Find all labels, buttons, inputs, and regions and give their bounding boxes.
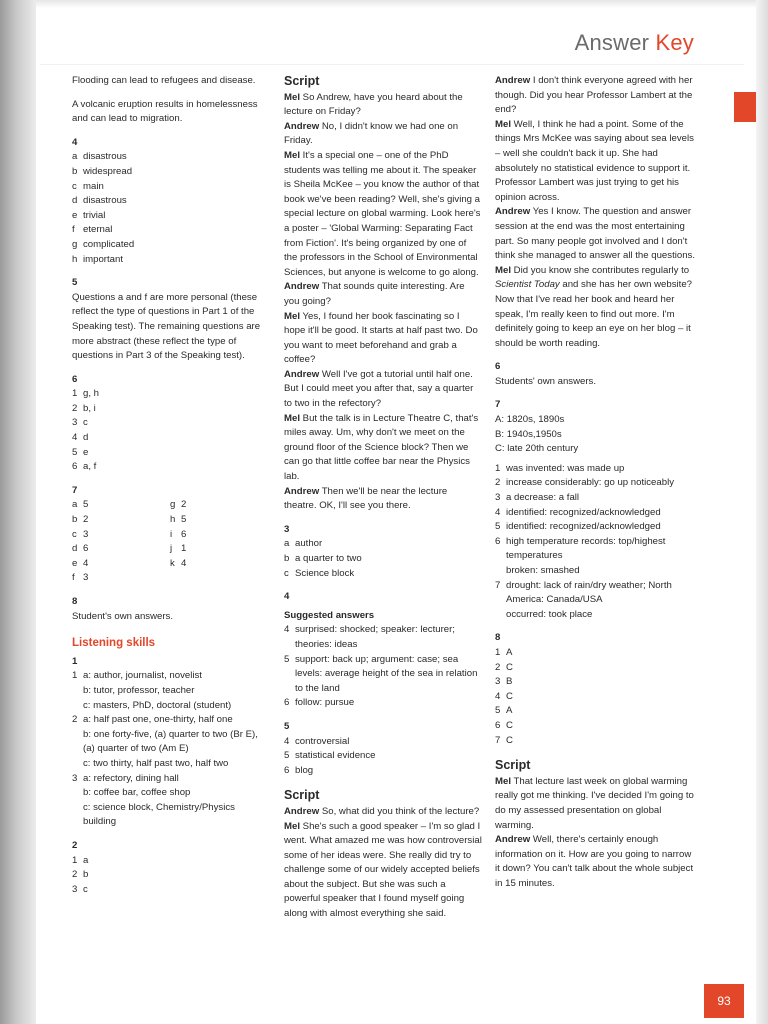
script-line: Mel Did you know she contributes regularly to Scientist Today and she has her own website? Now that I've read her book and heard her speak, I'm really keen to find out more. I'm definitely going to keep an eye on her blog – it should be worth reading.	[495, 264, 692, 349]
list-item: b a quarter to two	[284, 553, 362, 564]
list-item: 7 drought: lack of rain/dry weather; North America: Canada/USA	[495, 579, 672, 606]
scan-shadow-left	[0, 0, 36, 1024]
list-item: 5 e	[72, 446, 89, 458]
header-rule	[40, 64, 744, 65]
list-item: c main	[72, 180, 104, 192]
list-subitem: b: one forty-five, (a) quarter to two (Br E), (a) quarter of two (Am E)	[83, 728, 258, 755]
question-number: 7	[72, 484, 78, 496]
list-item: a 5	[72, 499, 89, 511]
date-line: A: 1820s, 1890s	[495, 414, 565, 426]
list-item: a author	[284, 538, 323, 550]
list-item: 2 a: half past one, one-thirty, half one	[72, 714, 233, 726]
script-line: Mel That lecture last week on global warming really got me thinking. I've decided I'm going to do my assessed presentation on global warming.	[495, 775, 694, 831]
question-number: 4	[284, 591, 290, 603]
list-subitem: c: two thirty, half past two, half two	[83, 757, 229, 769]
list-item: 6 a, f	[72, 461, 97, 473]
question-number: 6	[495, 361, 501, 373]
list-item: 4 C	[495, 690, 513, 702]
suggested-answers-title: Suggested answers	[284, 609, 375, 621]
list-subitem: broken: smashed	[506, 565, 580, 576]
script-line: Andrew Yes I know. The question and answer session at the end was the most entertaining part. So many people got involved and I don't think she managed to answer all the questions.	[495, 206, 695, 262]
list-item: 7 C	[495, 734, 513, 746]
list-subitem: occurred: took place	[506, 608, 593, 620]
list-item: 5 support: back up; argument: case; sea levels: average height of the sea in relation to the land	[284, 653, 478, 694]
section-title-listening-skills: Listening skills	[72, 637, 156, 650]
list-item: f 3	[72, 572, 89, 584]
question-number: 4	[72, 136, 78, 148]
list-item: a disastrous	[72, 151, 127, 163]
script-line: Andrew Well, there's certainly enough information on it. How are you going to narrow it down? You can't talk about the whole subject in 15 minutes.	[495, 834, 694, 889]
script-line: Mel It's a special one – one of the PhD students was telling me about it. The speaker is Sheila McKee – you know the author of that book we've been reading? Well, she's giving a special lecture on global warming. Look here's a poster – 'Global Warming: Separating Fact from Fiction'. It's being organized by one of the professors in the School of Environmental Sciences, but anyone is welcome to go along.	[284, 149, 481, 278]
script-line: Andrew No, I didn't know we had one on Friday.	[284, 120, 459, 147]
list-item: i 6	[170, 528, 187, 540]
list-item: 3 c	[72, 883, 88, 895]
column-3	[495, 74, 697, 891]
question-number: 8	[72, 596, 78, 607]
list-item: e 4	[72, 557, 89, 569]
list-item: 6 C	[495, 719, 513, 731]
script-title: Script	[284, 74, 320, 88]
list-subitem: b: tutor, professor, teacher	[83, 684, 195, 696]
header-title-key: Key	[655, 30, 694, 55]
scan-shadow-top	[36, 0, 756, 8]
script-title: Script	[495, 758, 531, 773]
list-item: c Science block	[284, 567, 355, 579]
question-number: 5	[284, 720, 290, 732]
intro-text-1: Flooding can lead to refugees and disease.	[72, 75, 256, 86]
script-title: Script	[284, 788, 320, 803]
script-line: Mel She's such a good speaker – I'm so glad I went. What amazed me was how controversial some of her ideas were. She really did try to challenge some of our widely accepted beliefs about the subject. But she was such a powerful speaker that I found myself going along with almost everything she said.	[284, 820, 482, 920]
list-subitem: c: masters, PhD, doctoral (student)	[83, 699, 232, 711]
list-item: 4 identified: recognized/acknowledged	[495, 506, 661, 518]
script-line: Mel But the talk is in Lecture Theatre C, that's miles away. Um, why don't we meet on the ground floor of the Science block? Then we can go that little coffee bar near the Physics lab.	[284, 412, 479, 483]
list-item: e trivial	[72, 209, 106, 221]
list-item: 1 A	[495, 646, 513, 658]
script-line: Andrew Then we'll be near the lecture theatre. OK, I'll see you there.	[284, 485, 448, 512]
script-line: Mel So Andrew, have you heard about the lecture on Friday?	[284, 91, 463, 118]
list-item: 3 a: refectory, dining hall	[72, 772, 179, 784]
script-line: Andrew So, what did you think of the lecture?	[284, 805, 480, 817]
list-item: 2 b, i	[72, 402, 96, 414]
list-item: g 2	[170, 499, 187, 511]
answer-text: Students' own answers.	[495, 375, 597, 387]
list-item: 4 controversial	[284, 735, 350, 747]
scan-shadow-right	[756, 0, 768, 1024]
list-item: 4 surprised: shocked; speaker: lecturer; theories: ideas	[284, 624, 455, 650]
answer-text: Student's own answers.	[72, 610, 174, 622]
list-item: h 5	[170, 514, 187, 526]
list-item: 1 a: author, journalist, novelist	[72, 670, 202, 682]
question-number: 6	[72, 373, 78, 385]
question-number: 1	[72, 655, 78, 667]
list-item: d 6	[72, 543, 89, 555]
script-line: Andrew I don't think everyone agreed with her though. Did you hear Professor Lambert at the end?	[495, 75, 693, 116]
list-item: 4 d	[72, 432, 89, 444]
list-item: k 4	[170, 557, 187, 569]
column-1	[72, 74, 268, 897]
list-item: 2 C	[495, 661, 513, 673]
list-item: f eternal	[72, 224, 113, 236]
question-number: 2	[72, 839, 78, 851]
list-item: 6 high temperature records: top/highest temperatures	[495, 535, 666, 562]
list-item: 5 statistical evidence	[284, 750, 376, 762]
question-number: 7	[495, 399, 501, 411]
list-item: 3 B	[495, 676, 513, 688]
matching-answers	[72, 498, 268, 586]
list-item: 3 a decrease: a fall	[495, 492, 580, 504]
page-header-title	[575, 30, 694, 56]
question-number: 3	[284, 523, 290, 535]
script-line: Mel Yes, I found her book fascinating so I hope it'll be good. It starts at half past two. Do you want to meet beforehand and grab a coffee?	[284, 310, 478, 366]
question-number: 8	[495, 632, 501, 644]
list-item: 5 A	[495, 705, 513, 717]
list-subitem: c: science block, Chemistry/Physics building	[83, 801, 235, 828]
list-item: 2 increase considerably: go up noticeably	[495, 477, 674, 489]
list-item: h important	[72, 253, 123, 265]
script-line: Mel Well, I think he had a point. Some of the things Mrs McKee was saying about sea levels – well she couldn't back it up. She had absolutely no statistical evidence to support it. Professor Lambert was just trying to get his opinion across.	[495, 118, 694, 203]
list-item: 1 a	[72, 854, 89, 866]
date-line: B: 1940s,1950s	[495, 428, 562, 440]
column-2	[284, 74, 482, 922]
list-item: b 2	[72, 514, 89, 526]
page-number: 93	[704, 984, 744, 1018]
intro-text-2: A volcanic eruption results in homelessness and can lead to migration.	[72, 98, 258, 125]
section-side-tab	[734, 92, 756, 122]
header-title-main: Answer	[574, 30, 650, 55]
list-item: 1 was invented: was made up	[495, 462, 625, 474]
list-item: 5 identified: recognized/acknowledged	[495, 521, 661, 533]
list-item: g complicated	[72, 238, 135, 250]
list-item: 2 b	[72, 869, 89, 881]
answer-text: Questions a and f are more personal (these reflect the type of questions in Part 1 of the Speaking test). The remaining questions are more abstract (these reflect the type of questions in Part 3 of the Speaking test).	[72, 291, 261, 362]
list-item: 6 follow: pursue	[284, 697, 355, 709]
list-item: 6 blog	[284, 764, 314, 776]
date-line: C: late 20th century	[495, 443, 579, 455]
question-number: 5	[72, 277, 78, 289]
list-item: b widespread	[72, 165, 133, 177]
list-item: c 3	[72, 528, 89, 540]
list-item: 1 g, h	[72, 388, 100, 400]
script-line: Andrew Well I've got a tutorial until half one. But I could meet you after that, say a quarter to two in the refectory?	[284, 368, 474, 410]
script-line: Andrew That sounds quite interesting. Are you going?	[284, 281, 465, 307]
list-item: j 1	[170, 543, 187, 555]
list-item: 3 c	[72, 417, 88, 429]
list-item: d disastrous	[72, 195, 127, 207]
list-subitem: b: coffee bar, coffee shop	[83, 787, 191, 799]
